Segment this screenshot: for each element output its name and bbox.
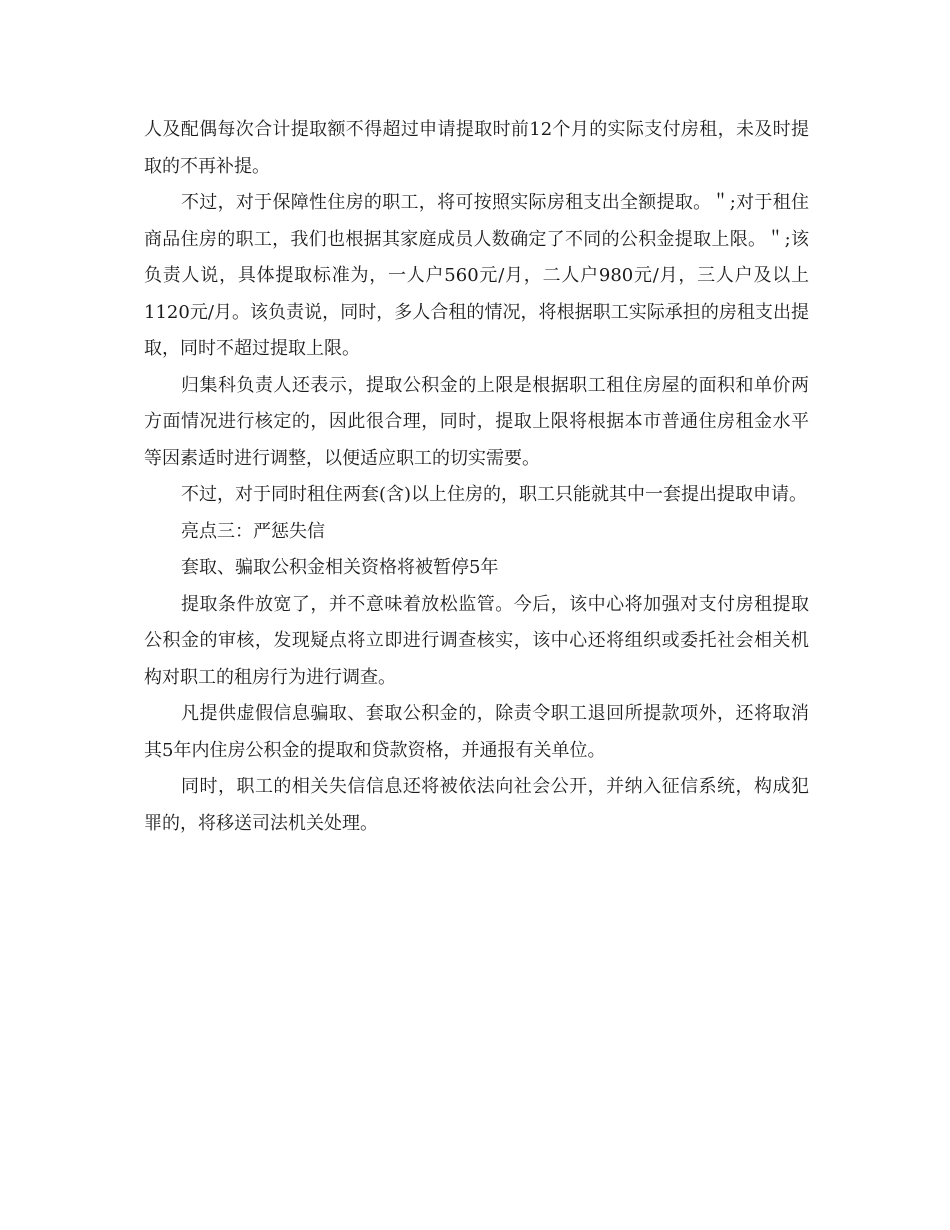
paragraph-supervision: 提取条件放宽了，并不意味着放松监管。今后，该中心将加强对支付房租提取公积金的审核，发现疑点将立即进行调查核实，该中心还将组织或委托社会相关机构对职工的租房行为进行调查。 bbox=[144, 593, 809, 688]
document-body bbox=[144, 112, 809, 842]
paragraph-multiple-homes: 不过，对于同时租住两套(含)以上住房的，职工只能就其中一套提出提取申请。 bbox=[181, 484, 808, 505]
paragraph-limit-basis: 归集科负责人还表示，提取公积金的上限是根据职工租住房屋的面积和单价两方面情况进行核定的，因此很合理，同时，提取上限将根据本市普通住房租金水平等因素适时进行调整，以便适应职工的切实需要。 bbox=[144, 374, 809, 469]
section-heading-highlight-three: 亮点三：严惩失信 bbox=[181, 520, 325, 542]
paragraph-rent-limits: 不过，对于保障性住房的职工，将可按照实际房租支出全额提取。＂;对于租住商品住房的职工，我们也根据其家庭成员人数确定了不同的公积金提取上限。＂;该负责人说，具体提取标准为，一人户560元/月，二人户980元/月，三人户及以上1120元/月。该负责说，同时，多人合租的情况，将根据职工实际承担的房租支出提取，同时不超过提取上限。 bbox=[144, 192, 809, 359]
paragraph-continuation: 人及配偶每次合计提取额不得超过申请提取时前12个月的实际支付房租，未及时提取的不再补提。 bbox=[144, 119, 809, 177]
paragraph-penalties: 凡提供虚假信息骗取、套取公积金的，除责令职工退回所提款项外，还将取消其5年内住房公积金的提取和贷款资格，并通报有关单位。 bbox=[144, 703, 809, 761]
paragraph-credit-system: 同时，职工的相关失信信息还将被依法向社会公开，并纳入征信系统，构成犯罪的，将移送司法机关处理。 bbox=[144, 776, 809, 834]
section-subheading: 套取、骗取公积金相关资格将被暂停5年 bbox=[181, 557, 499, 578]
